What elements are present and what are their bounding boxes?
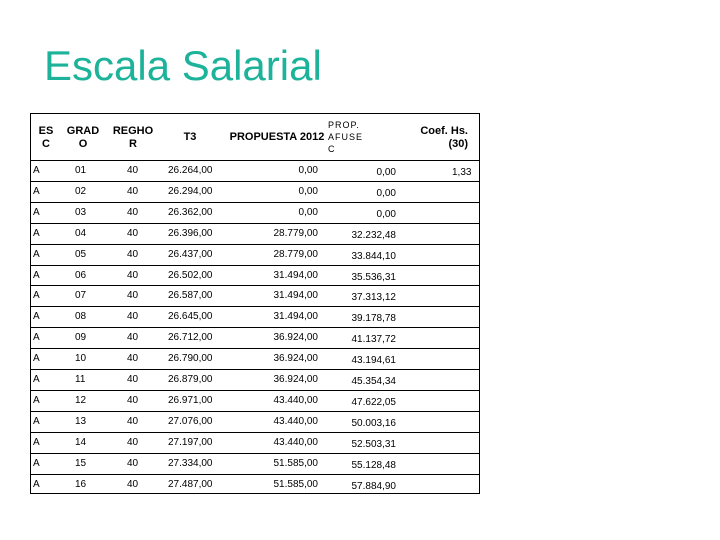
cell-esc: A bbox=[33, 311, 40, 323]
cell-afusec: 45.354,34 bbox=[351, 376, 396, 387]
row-divider bbox=[30, 348, 480, 349]
cell-grado: 12 bbox=[75, 394, 87, 406]
row-divider bbox=[30, 411, 480, 412]
cell-prop: 51.585,00 bbox=[273, 478, 318, 490]
cell-t3: 26.645,00 bbox=[168, 311, 213, 323]
cell-grado: 11 bbox=[75, 374, 86, 385]
cell-esc: A bbox=[33, 353, 40, 365]
header-prop-afusec: PROP. AFUSE C bbox=[328, 120, 364, 154]
row-divider bbox=[30, 244, 480, 245]
cell-prop: 31.494,00 bbox=[273, 269, 318, 281]
cell-prop: 36.924,00 bbox=[273, 374, 318, 385]
cell-prop: 43.440,00 bbox=[273, 415, 318, 427]
cell-afusec: 57.884,90 bbox=[351, 480, 396, 492]
cell-prop: 28.779,00 bbox=[273, 248, 318, 260]
cell-grado: 08 bbox=[75, 311, 87, 323]
cell-reg: 40 bbox=[127, 374, 139, 385]
row-divider bbox=[30, 265, 480, 266]
cell-t3: 26.502,00 bbox=[168, 269, 213, 281]
cell-afusec: 0,00 bbox=[376, 187, 396, 199]
cell-afusec: 50.003,16 bbox=[351, 417, 396, 429]
cell-reg: 40 bbox=[127, 394, 139, 406]
cell-esc: A bbox=[33, 165, 40, 176]
row-divider bbox=[30, 474, 480, 475]
cell-reg: 40 bbox=[127, 353, 139, 365]
cell-grado: 16 bbox=[75, 478, 87, 490]
header-esc: ES C bbox=[38, 125, 54, 150]
row-divider bbox=[30, 202, 480, 203]
cell-esc: A bbox=[33, 290, 40, 302]
cell-reg: 40 bbox=[127, 436, 139, 448]
cell-grado: 13 bbox=[75, 415, 87, 427]
cell-afusec: 35.536,31 bbox=[351, 271, 396, 283]
cell-afusec: 39.178,78 bbox=[351, 313, 396, 325]
cell-grado: 10 bbox=[75, 353, 87, 365]
cell-prop: 31.494,00 bbox=[273, 290, 318, 302]
cell-reg: 40 bbox=[127, 248, 139, 260]
header-coef: Coef. Hs. (30) bbox=[420, 125, 468, 150]
row-divider bbox=[30, 181, 480, 182]
cell-grado: 09 bbox=[75, 332, 87, 344]
cell-afusec: 0,00 bbox=[376, 167, 396, 178]
cell-afusec: 43.194,61 bbox=[351, 355, 396, 367]
cell-afusec: 41.137,72 bbox=[351, 334, 396, 346]
cell-t3: 26.294,00 bbox=[168, 185, 213, 197]
cell-esc: A bbox=[33, 394, 40, 406]
row-divider bbox=[30, 369, 480, 370]
cell-esc: A bbox=[33, 248, 40, 260]
cell-esc: A bbox=[33, 478, 40, 490]
cell-grado: 15 bbox=[75, 457, 87, 469]
cell-grado: 07 bbox=[75, 290, 87, 302]
cell-prop: 36.924,00 bbox=[273, 332, 318, 344]
cell-afusec: 47.622,05 bbox=[351, 396, 396, 408]
cell-afusec: 55.128,48 bbox=[351, 459, 396, 471]
cell-grado: 05 bbox=[75, 248, 87, 260]
cell-esc: A bbox=[33, 332, 40, 344]
cell-reg: 40 bbox=[127, 457, 139, 469]
page-title: Escala Salarial bbox=[44, 42, 322, 89]
cell-t3: 26.362,00 bbox=[168, 206, 213, 218]
cell-afusec: 52.503,31 bbox=[351, 438, 396, 450]
cell-reg: 40 bbox=[127, 206, 139, 218]
row-divider bbox=[30, 390, 480, 391]
row-divider bbox=[30, 327, 480, 328]
cell-grado: 14 bbox=[75, 436, 87, 448]
cell-grado: 06 bbox=[75, 269, 87, 281]
header-grado: GRAD O bbox=[66, 125, 100, 150]
cell-prop: 43.440,00 bbox=[273, 394, 318, 406]
cell-t3: 26.264,00 bbox=[168, 165, 213, 176]
cell-prop: 0,00 bbox=[298, 206, 318, 218]
cell-afusec: 32.232,48 bbox=[351, 229, 396, 241]
cell-afusec: 0,00 bbox=[376, 208, 396, 220]
row-divider bbox=[30, 453, 480, 454]
cell-t3: 27.076,00 bbox=[168, 415, 213, 427]
cell-t3: 26.437,00 bbox=[168, 248, 213, 260]
cell-prop: 0,00 bbox=[298, 185, 318, 197]
header-regimen: REGHO R bbox=[112, 125, 154, 150]
row-divider bbox=[30, 223, 480, 224]
coef-value: 1,33 bbox=[452, 167, 472, 178]
cell-t3: 26.712,00 bbox=[168, 332, 213, 344]
cell-reg: 40 bbox=[127, 185, 139, 197]
cell-grado: 04 bbox=[75, 227, 87, 239]
cell-prop: 43.440,00 bbox=[273, 436, 318, 448]
cell-t3: 26.790,00 bbox=[168, 353, 213, 365]
cell-afusec: 33.844,10 bbox=[351, 250, 396, 262]
cell-reg: 40 bbox=[127, 415, 139, 427]
row-divider bbox=[30, 306, 480, 307]
cell-esc: A bbox=[33, 269, 40, 281]
cell-t3: 27.334,00 bbox=[168, 457, 213, 469]
header-t3: T3 bbox=[183, 131, 197, 143]
cell-grado: 03 bbox=[75, 206, 87, 218]
cell-t3: 26.587,00 bbox=[168, 290, 213, 302]
cell-t3: 26.396,00 bbox=[168, 227, 213, 239]
cell-t3: 27.197,00 bbox=[168, 436, 213, 448]
cell-esc: A bbox=[33, 227, 40, 239]
header-divider bbox=[30, 160, 480, 161]
cell-afusec: 37.313,12 bbox=[351, 292, 396, 304]
cell-reg: 40 bbox=[127, 290, 139, 302]
cell-esc: A bbox=[33, 185, 40, 197]
cell-prop: 31.494,00 bbox=[273, 311, 318, 323]
cell-esc: A bbox=[33, 415, 40, 427]
cell-prop: 36.924,00 bbox=[273, 353, 318, 365]
cell-t3: 26.971,00 bbox=[168, 394, 213, 406]
row-divider bbox=[30, 285, 480, 286]
cell-reg: 40 bbox=[127, 332, 139, 344]
cell-reg: 40 bbox=[127, 269, 139, 281]
row-divider bbox=[30, 432, 480, 433]
cell-reg: 40 bbox=[127, 165, 139, 176]
cell-esc: A bbox=[33, 436, 40, 448]
cell-prop: 51.585,00 bbox=[273, 457, 318, 469]
cell-prop: 0,00 bbox=[298, 165, 318, 176]
header-propuesta: PROPUESTA 2012 bbox=[229, 131, 325, 143]
cell-t3: 26.879,00 bbox=[168, 374, 213, 385]
cell-grado: 01 bbox=[75, 165, 87, 176]
cell-esc: A bbox=[33, 457, 40, 469]
cell-esc: A bbox=[33, 374, 40, 385]
cell-reg: 40 bbox=[127, 311, 139, 323]
cell-reg: 40 bbox=[127, 227, 139, 239]
cell-esc: A bbox=[33, 206, 40, 218]
cell-grado: 02 bbox=[75, 185, 87, 197]
cell-reg: 40 bbox=[127, 478, 139, 490]
cell-t3: 27.487,00 bbox=[168, 478, 213, 490]
cell-prop: 28.779,00 bbox=[273, 227, 318, 239]
